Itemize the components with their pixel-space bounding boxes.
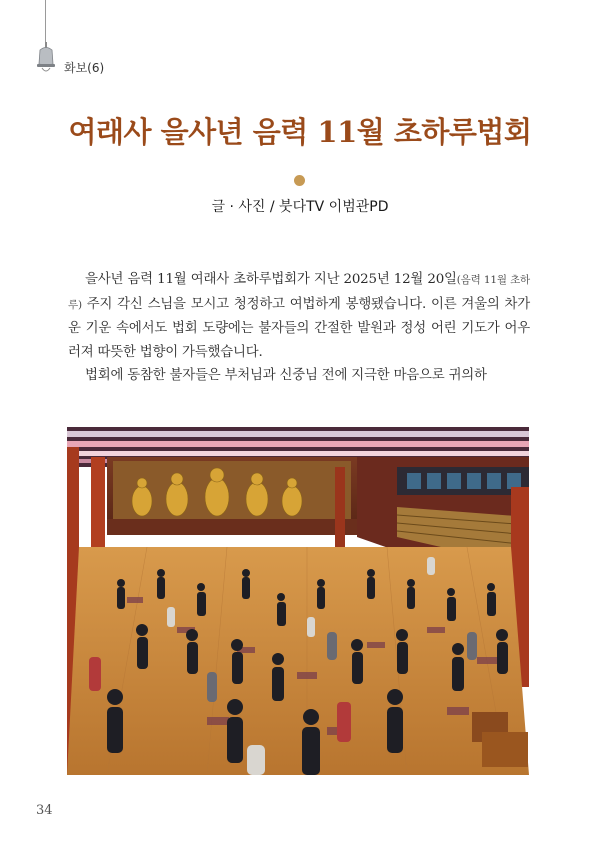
page-number: 34: [36, 803, 53, 818]
paragraph-1-text-b: 주지 각신 스님을 모시고 청정하고 여법하게 봉행됐습니다. 이른 겨울의 차가운 기운 속에서도 법회 도량에는 불자들의 간절한 발원과 정성 어린 기도가 어우러져 따뜻한 법향이 가득했습니다.: [68, 296, 530, 360]
paragraph-1-text-a: 을사년 음력 11월 여래사 초하루법회가 지난 2025년 12월 20일: [85, 272, 457, 287]
page-title: 여래사 을사년 음력 11월 초하루법회: [68, 115, 532, 149]
article-body: [68, 268, 530, 388]
paragraph-1: [68, 268, 530, 364]
title-accent-dot: [294, 175, 305, 186]
dharma-hall-photo: [67, 427, 529, 775]
section-label: 화보(6): [64, 61, 105, 75]
bell-icon: [35, 42, 57, 74]
paragraph-1-note: (음력 11월 초하루): [68, 274, 530, 311]
bell-string: [45, 0, 46, 44]
paragraph-2: 법회에 동참한 불자들은 부처님과 신중님 전에 지극한 마음으로 귀의하: [85, 368, 487, 383]
byline: 글 · 사진 / 붓다TV 이범관PD: [211, 199, 389, 215]
